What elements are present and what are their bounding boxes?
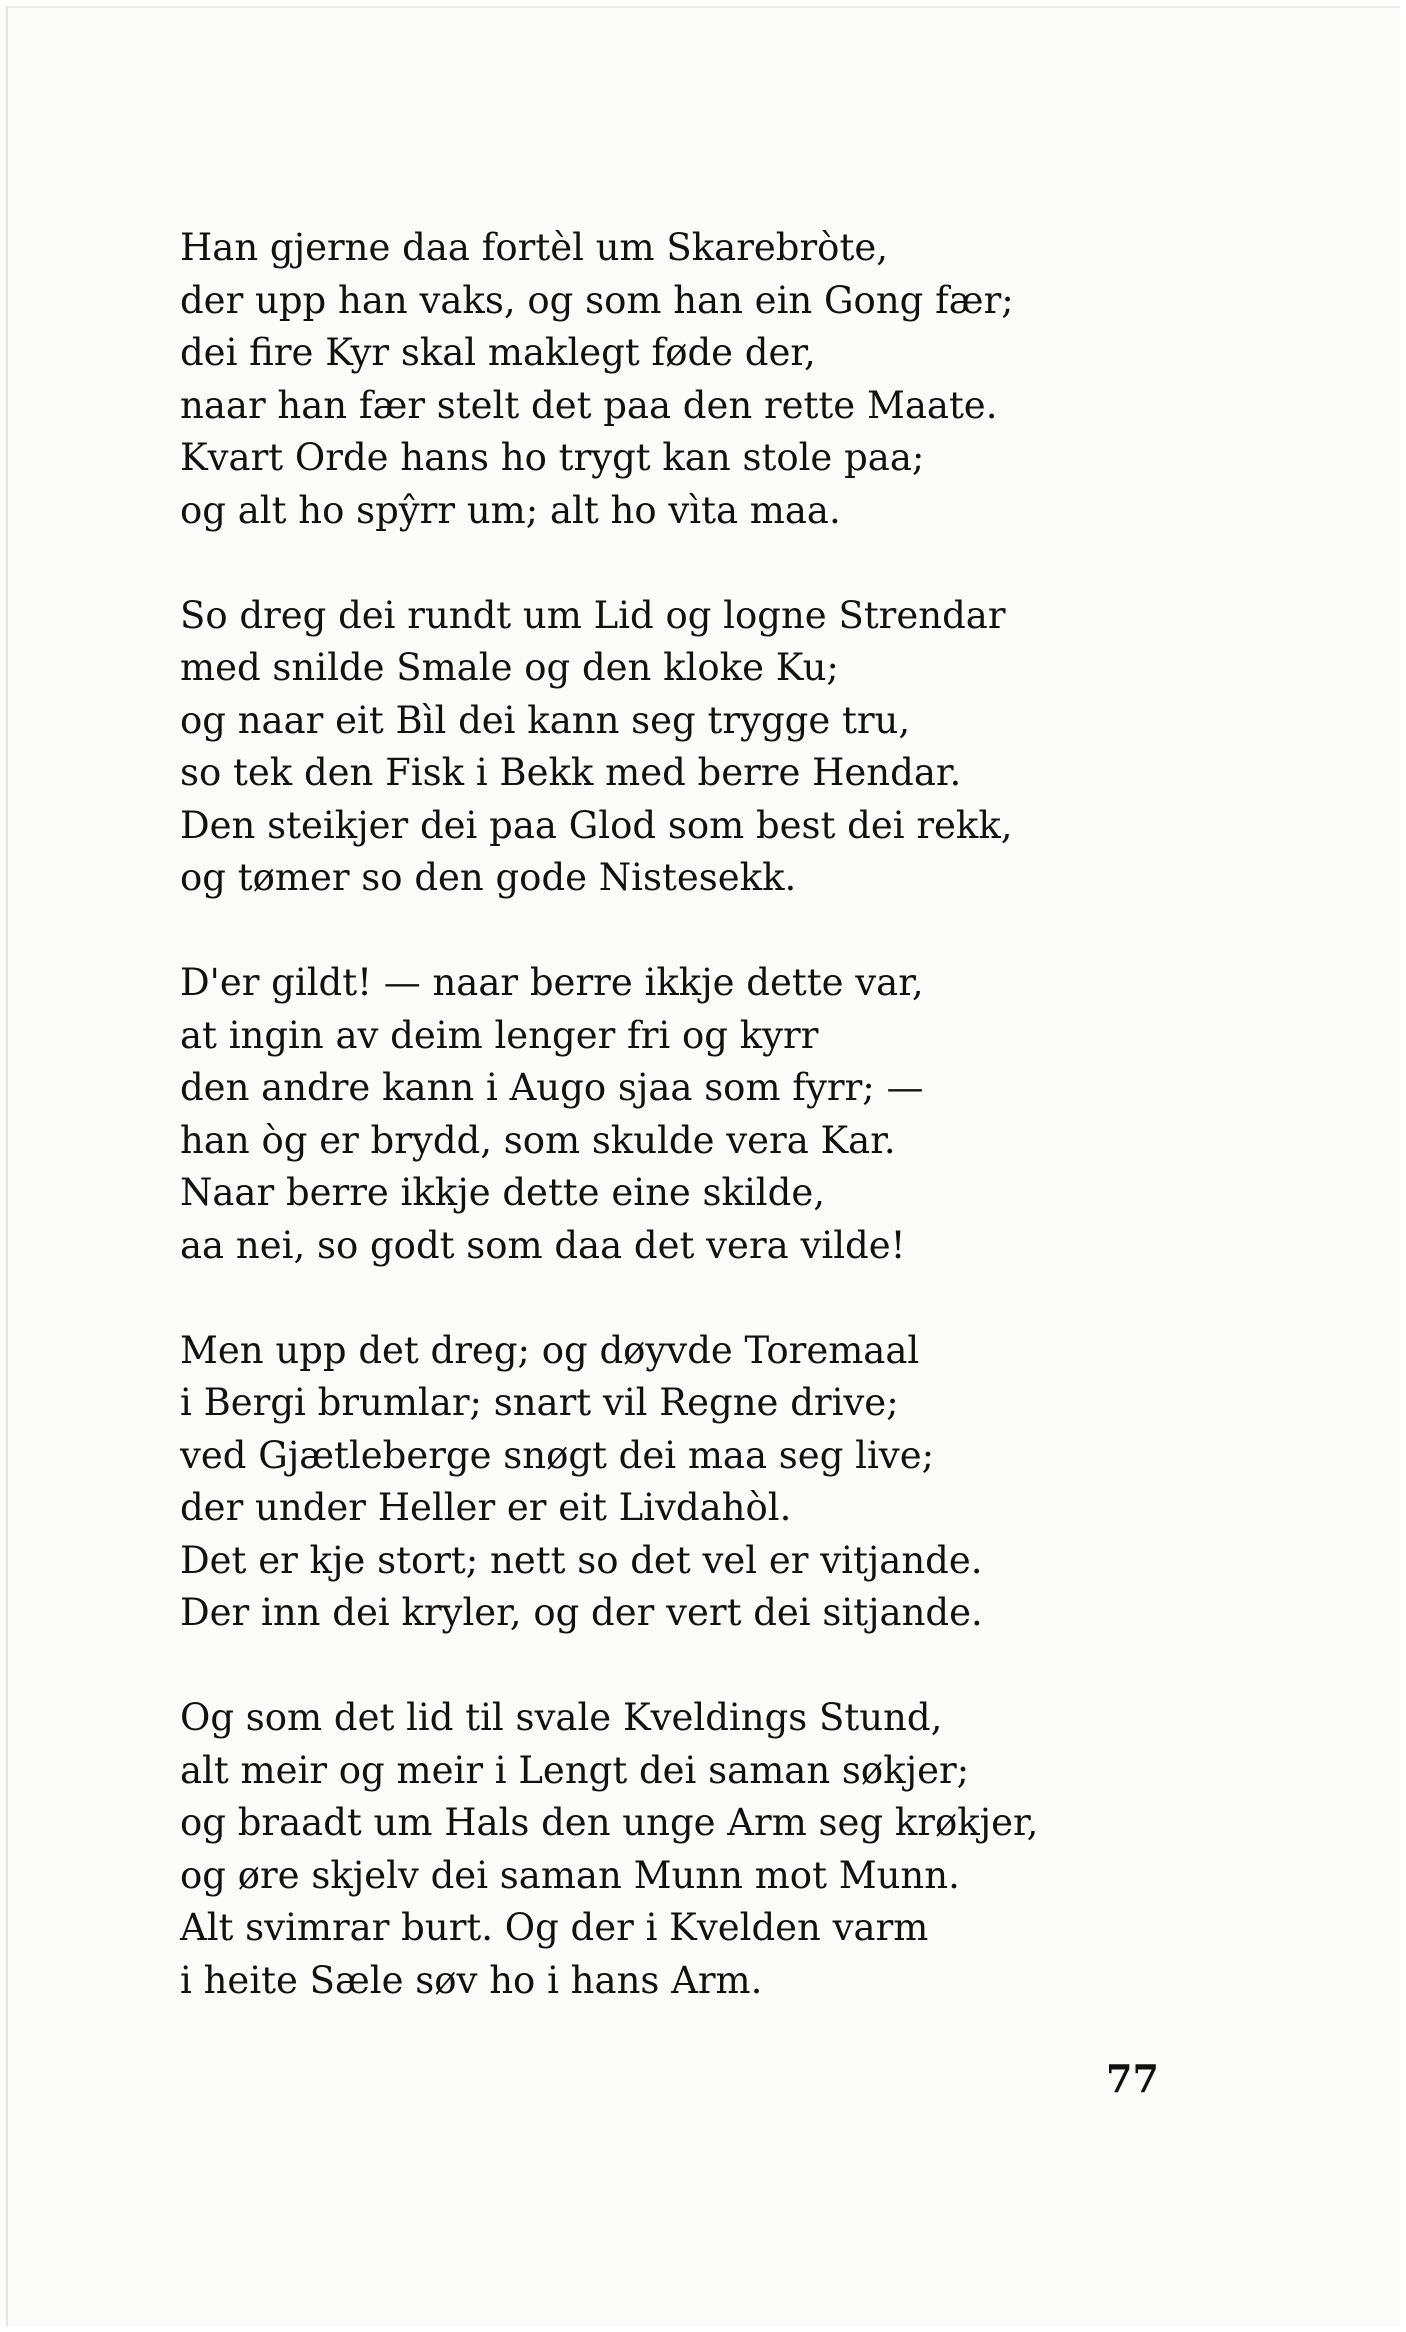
page-number: 77 bbox=[1106, 2056, 1159, 2101]
poem-line: dei fire Kyr skal maklegt føde der, bbox=[180, 331, 816, 374]
poem-line: Kvart Orde hans ho trygt kan stole paa; bbox=[180, 436, 925, 479]
poem-line: So dreg dei rundt um Lid og logne Strendar bbox=[180, 593, 1006, 637]
poem-line: Men upp det dreg; og døyvde Toremaal bbox=[180, 1328, 920, 1372]
poem-line: og braadt um Hals den unge Arm seg krøkjer, bbox=[180, 1801, 1039, 1844]
stanza-3 bbox=[180, 957, 1200, 1272]
poem-line: han òg er brydd, som skulde vera Kar. bbox=[180, 1118, 896, 1162]
poem-line: og tømer so den gode Nistesekk. bbox=[180, 856, 797, 899]
poem-line: aa nei, so godt som daa det vera vilde! bbox=[180, 1223, 906, 1267]
stanza-1 bbox=[180, 222, 1200, 537]
poem-line: og naar eit Bìl dei kann seg trygge tru, bbox=[180, 698, 911, 742]
poem bbox=[180, 222, 1200, 2060]
stanza-5 bbox=[180, 1692, 1200, 2007]
poem-line: Det er kje stort; nett so det vel er vitjande. bbox=[180, 1538, 983, 1582]
poem-line: D'er gildt! — naar berre ikkje dette var, bbox=[180, 961, 924, 1004]
poem-line: Naar berre ikkje dette eine skilde, bbox=[180, 1171, 825, 1214]
poem-line: og øre skjelv dei saman Munn mot Munn. bbox=[180, 1853, 960, 1897]
poem-line: den andre kann i Augo sjaa som fyrr; — bbox=[180, 1066, 924, 1109]
poem-line: og alt ho spŷrr um; alt ho vìta maa. bbox=[180, 488, 841, 532]
poem-line: Alt svimrar burt. Og der i Kvelden varm bbox=[180, 1906, 929, 1949]
poem-line: alt meir og meir i Lengt dei saman søkjer; bbox=[180, 1748, 970, 1792]
poem-line: med snilde Smale og den kloke Ku; bbox=[180, 646, 839, 689]
poem-line: i Bergi brumlar; snart vil Regne drive; bbox=[180, 1381, 899, 1424]
poem-line: so tek den Fisk i Bekk med berre Hendar. bbox=[180, 751, 962, 794]
poem-line: naar han fær stelt det paa den rette Maate. bbox=[180, 383, 998, 427]
poem-line: der upp han vaks, og som han ein Gong fær; bbox=[180, 278, 1014, 322]
poem-line: Og som det lid til svale Kveldings Stund, bbox=[180, 1696, 943, 1739]
book-page bbox=[6, 6, 1400, 2326]
poem-line: Den steikjer dei paa Glod som best dei rekk, bbox=[180, 803, 1013, 847]
poem-line: ved Gjætleberge snøgt dei maa seg live; bbox=[180, 1433, 935, 1477]
poem-line: Han gjerne daa fortèl um Skarebròte, bbox=[180, 226, 888, 269]
stanza-2 bbox=[180, 590, 1200, 905]
stanza-4 bbox=[180, 1325, 1200, 1640]
poem-line: Der inn dei kryler, og der vert dei sitjande. bbox=[180, 1591, 983, 1634]
poem-line: i heite Sæle søv ho i hans Arm. bbox=[180, 1958, 763, 2002]
poem-line: at ingin av deim lenger fri og kyrr bbox=[180, 1013, 819, 1057]
poem-line: der under Heller er eit Livdahòl. bbox=[180, 1486, 792, 1529]
